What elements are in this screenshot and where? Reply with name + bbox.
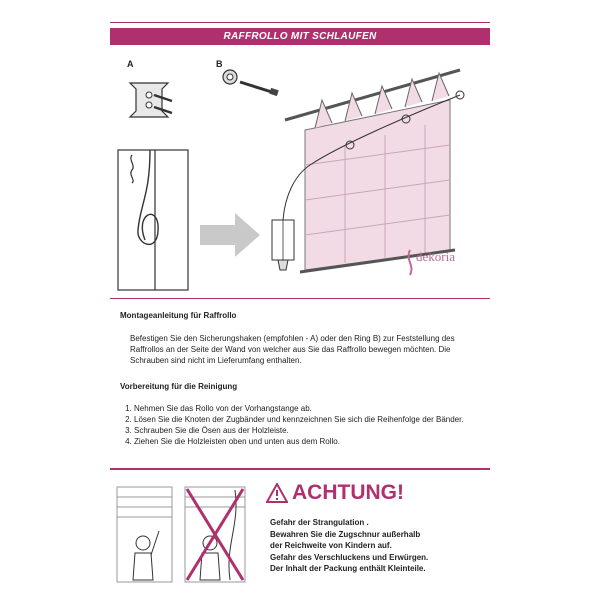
ring-b-icon [223,70,279,96]
label-a: A [127,59,134,69]
warning-triangle-icon [266,483,288,503]
knot-detail-icon [118,150,188,290]
list-item: 2. Lösen Sie die Knoten der Zugbänder und kennzeichnen Sie sich die Reihenfolge der Bänder. [134,414,490,425]
banner-title: RAFFROLLO MIT SCHLAUFEN [110,28,490,45]
warning-divider [110,468,490,470]
warning-line: Gefahr des Verschluckens und Erwürgen. [270,552,429,562]
warning-line: Bewahren Sie die Zugschnur außerhalb [270,529,421,539]
warning-line: Gefahr der Strangulation . [270,518,369,527]
warning-line: Der Inhalt der Packung enthält Kleinteile. [270,564,426,573]
label-b: B [216,59,223,69]
list-item: 3. Schrauben Sie die Ösen aus der Holzleiste. [134,425,490,436]
list-item: 1. Nehmen Sie das Rollo von der Vorhangstange ab. [134,403,490,414]
instructions-section [120,310,490,366]
cleaning-heading: Vorbereitung für die Reinigung [120,382,238,391]
child-safety-illustration [115,485,260,585]
arrow-right-icon [200,213,260,257]
top-rule [110,22,490,23]
instructions-heading: Montageanleitung für Raffrollo [120,311,237,320]
blind-icon [300,73,455,272]
warning-text [270,517,428,575]
dekoria-logo: dekoria [416,249,455,264]
section-rule [110,298,490,299]
cleaning-section [120,381,490,447]
warning-line: der Reichweite von Kindern auf. [270,541,392,550]
warning-title: ACHTUNG! [292,481,404,504]
list-item: 4. Ziehen Sie die Holzleisten oben und unten aus dem Rollo. [134,436,490,447]
hook-a-icon [130,83,172,117]
instructions-body: Befestigen Sie den Sicherungshaken (empfohlen - A) oder den Ring B) zur Feststellung des Raffrollos an der Seite der Wand von welcher aus Sie das Raffrollo bewegen möchten. Die Schrauben sind nicht im Lieferumfang enthalten. [130,334,455,365]
cleaning-steps [120,403,490,447]
